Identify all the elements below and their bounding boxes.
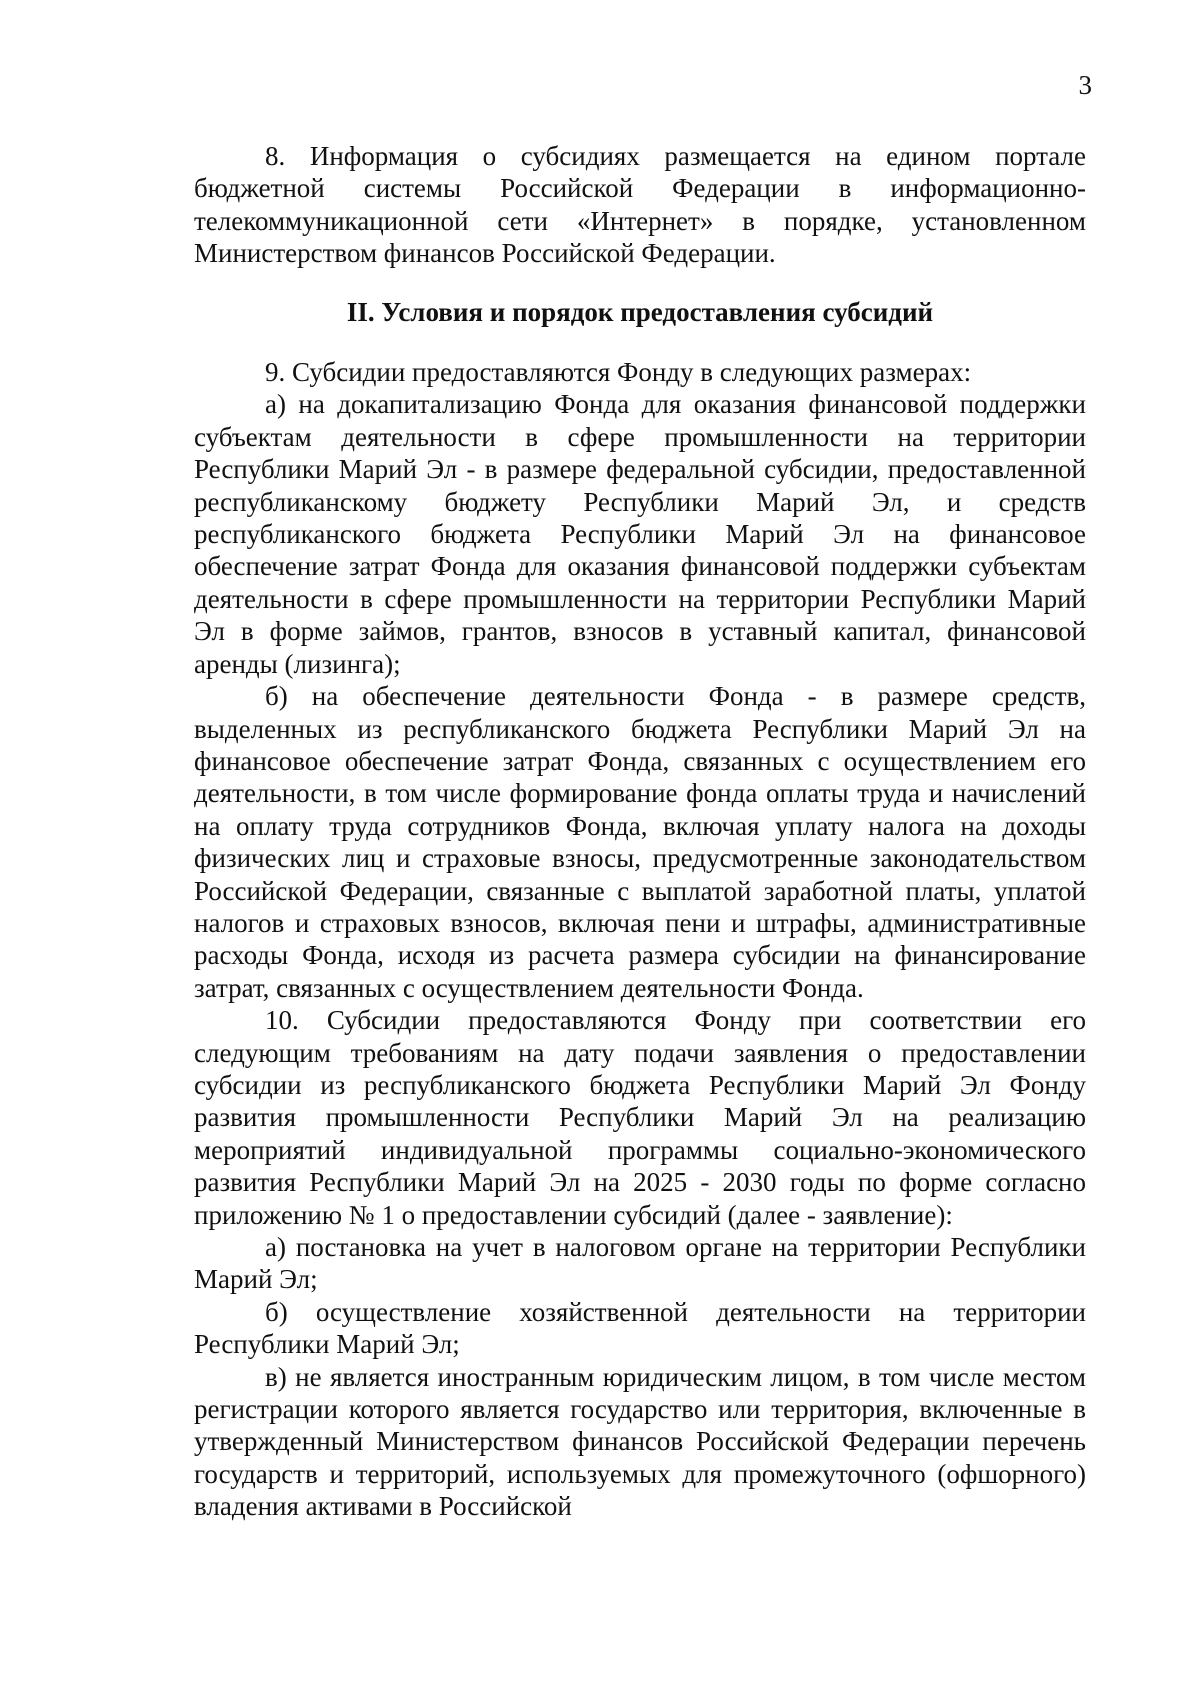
paragraph-9a: а) на докапитализацию Фонда для оказания финансовой поддержки субъектам деятельности в сфере промышленности на территории Республики Марий Эл - в размере федеральной субсидии, предоставленной республиканскому бюджету Республики Марий Эл, и средств республиканского бюджета Республики Марий Эл на финансовое обеспечение затрат Фонда для оказания финансовой поддержки субъектам деятельности в сфере промышленности на территории Республики Марий Эл в форме займов, грантов, взносов в уставный капитал, финансовой аренды (лизинга);	[194, 389, 1086, 679]
paragraph-8: 8. Информация о субсидиях размещается на едином портале бюджетной системы Российской Федерации в информационно-телекоммуникационной сети «Интернет» в порядке, установленном Министерством финансов Российской Федерации.	[194, 141, 1086, 269]
page-number: 3	[1078, 70, 1092, 100]
paragraph-10: 10. Субсидии предоставляются Фонду при соответствии его следующим требованиям на дату подачи заявления о предоставлении субсидии из республиканского бюджета Республики Марий Эл Фонду развития промышленности Республики Марий Эл на реализацию мероприятий индивидуальной программы социально-экономического развития Республики Марий Эл на 2025 - 2030 годы по форме согласно приложению № 1 о предоставлении субсидий (далее - заявление):	[194, 1005, 1086, 1230]
paragraph-10b: б) осуществление хозяйственной деятельности на территории Республики Марий Эл;	[194, 1296, 1086, 1360]
document-body	[194, 140, 1086, 1523]
paragraph-9: 9. Субсидии предоставляются Фонду в следующих размерах:	[265, 357, 972, 388]
paragraph-10v: в) не является иностранным юридическим лицом, в том числе местом регистрации которого является государство или территория, включенные в утвержденный Министерством финансов Российской Федерации перечень государств и территорий, используемых для промежуточного (офшорного) владения активами в Российской	[194, 1361, 1086, 1522]
paragraph-10a: а) постановка на учет в налоговом органе на территории Республики Марий Эл;	[194, 1232, 1086, 1295]
paragraph-9b: б) на обеспечение деятельности Фонда - в размере средств, выделенных из республиканского бюджета Республики Марий Эл на финансовое обеспечение затрат Фонда, связанных с осуществлением его деятельности, в том числе формирование фонда оплаты труда и начислений на оплату труда сотрудников Фонда, включая уплату налога на доходы физических лиц и страховые взносы, предусмотренные законодательством Российской Федерации, связанные с выплатой заработной платы, уплатой налогов и страховых взносов, включая пени и штрафы, административные расходы Фонда, исходя из расчета размера субсидии на финансирование затрат, связанных с осуществлением деятельности Фонда.	[194, 681, 1086, 1003]
section-heading: II. Условия и порядок предоставления субсидий	[346, 296, 934, 327]
